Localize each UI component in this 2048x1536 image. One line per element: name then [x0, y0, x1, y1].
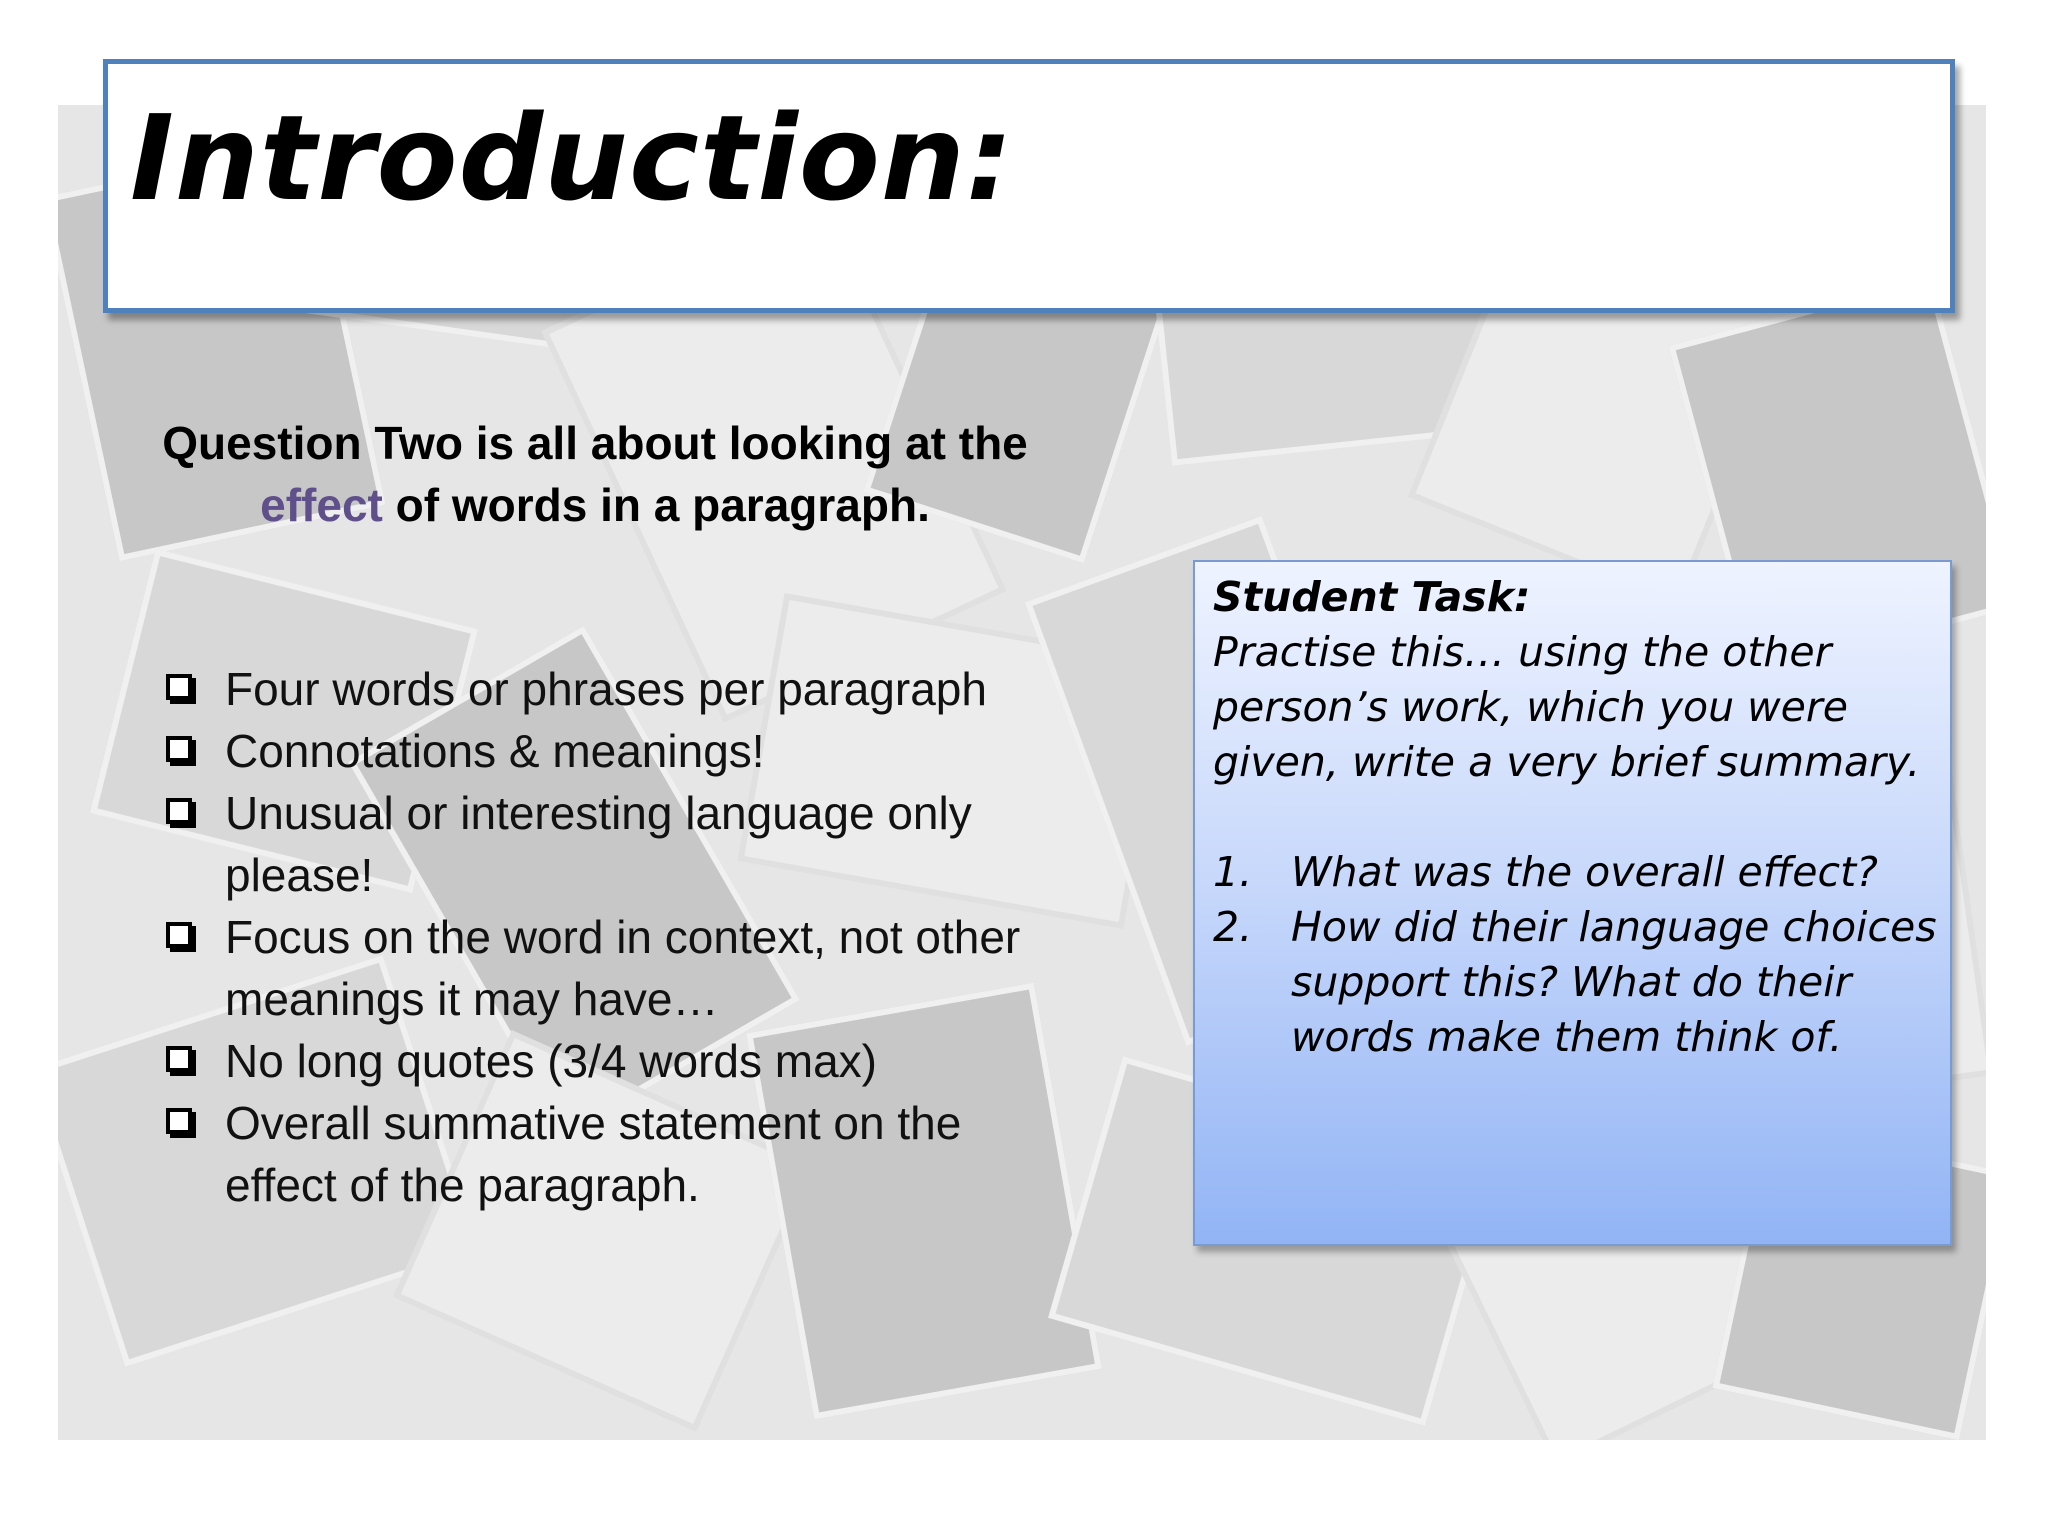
list-item: [160, 1092, 1030, 1216]
list-item: [160, 906, 1030, 1030]
checkbox-icon: [166, 798, 192, 824]
list-item: [160, 782, 1030, 906]
list-item-text: Focus on the word in context, not other meanings it may have…: [225, 911, 1021, 1025]
intro-text-start: Question Two is all about looking at the: [162, 417, 1028, 469]
task-questions: [1213, 845, 1943, 1065]
task-heading: Student Task:: [1213, 573, 1531, 621]
question-number: 1.: [1213, 848, 1253, 896]
slide-title: Introduction:: [130, 89, 1015, 227]
list-item-text: Four words or phrases per paragraph: [225, 663, 987, 715]
list-item-text: Unusual or interesting language only please!: [225, 787, 972, 901]
checkbox-icon: [166, 1108, 192, 1134]
intro-accent-word: effect: [260, 479, 383, 531]
task-question: [1213, 845, 1943, 900]
question-text: What was the overall effect?: [1291, 848, 1878, 896]
intro-text-end: of words in a paragraph.: [382, 479, 930, 531]
intro-statement: [150, 412, 1040, 536]
list-item: [160, 658, 1030, 720]
list-item-text: No long quotes (3/4 words max): [225, 1035, 877, 1087]
checkbox-icon: [166, 736, 192, 762]
checkbox-icon: [166, 922, 192, 948]
checkbox-icon: [166, 674, 192, 700]
question-text: How did their language choices support this? What do their words make them think of.: [1291, 903, 1937, 1061]
checkbox-icon: [166, 1046, 192, 1072]
list-item: [160, 720, 1030, 782]
list-item-text: Connotations & meanings!: [225, 725, 765, 777]
title-box: [103, 59, 1955, 313]
guidance-list: [160, 658, 1030, 1216]
list-item-text: Overall summative statement on the effect of the paragraph.: [225, 1097, 962, 1211]
question-number: 2.: [1213, 903, 1253, 951]
student-task-box: [1193, 560, 1952, 1246]
task-instructions: Practise this… using the other person’s work, which you were given, write a very brief summary.: [1213, 628, 1921, 786]
task-question: [1213, 900, 1943, 1065]
list-item: [160, 1030, 1030, 1092]
